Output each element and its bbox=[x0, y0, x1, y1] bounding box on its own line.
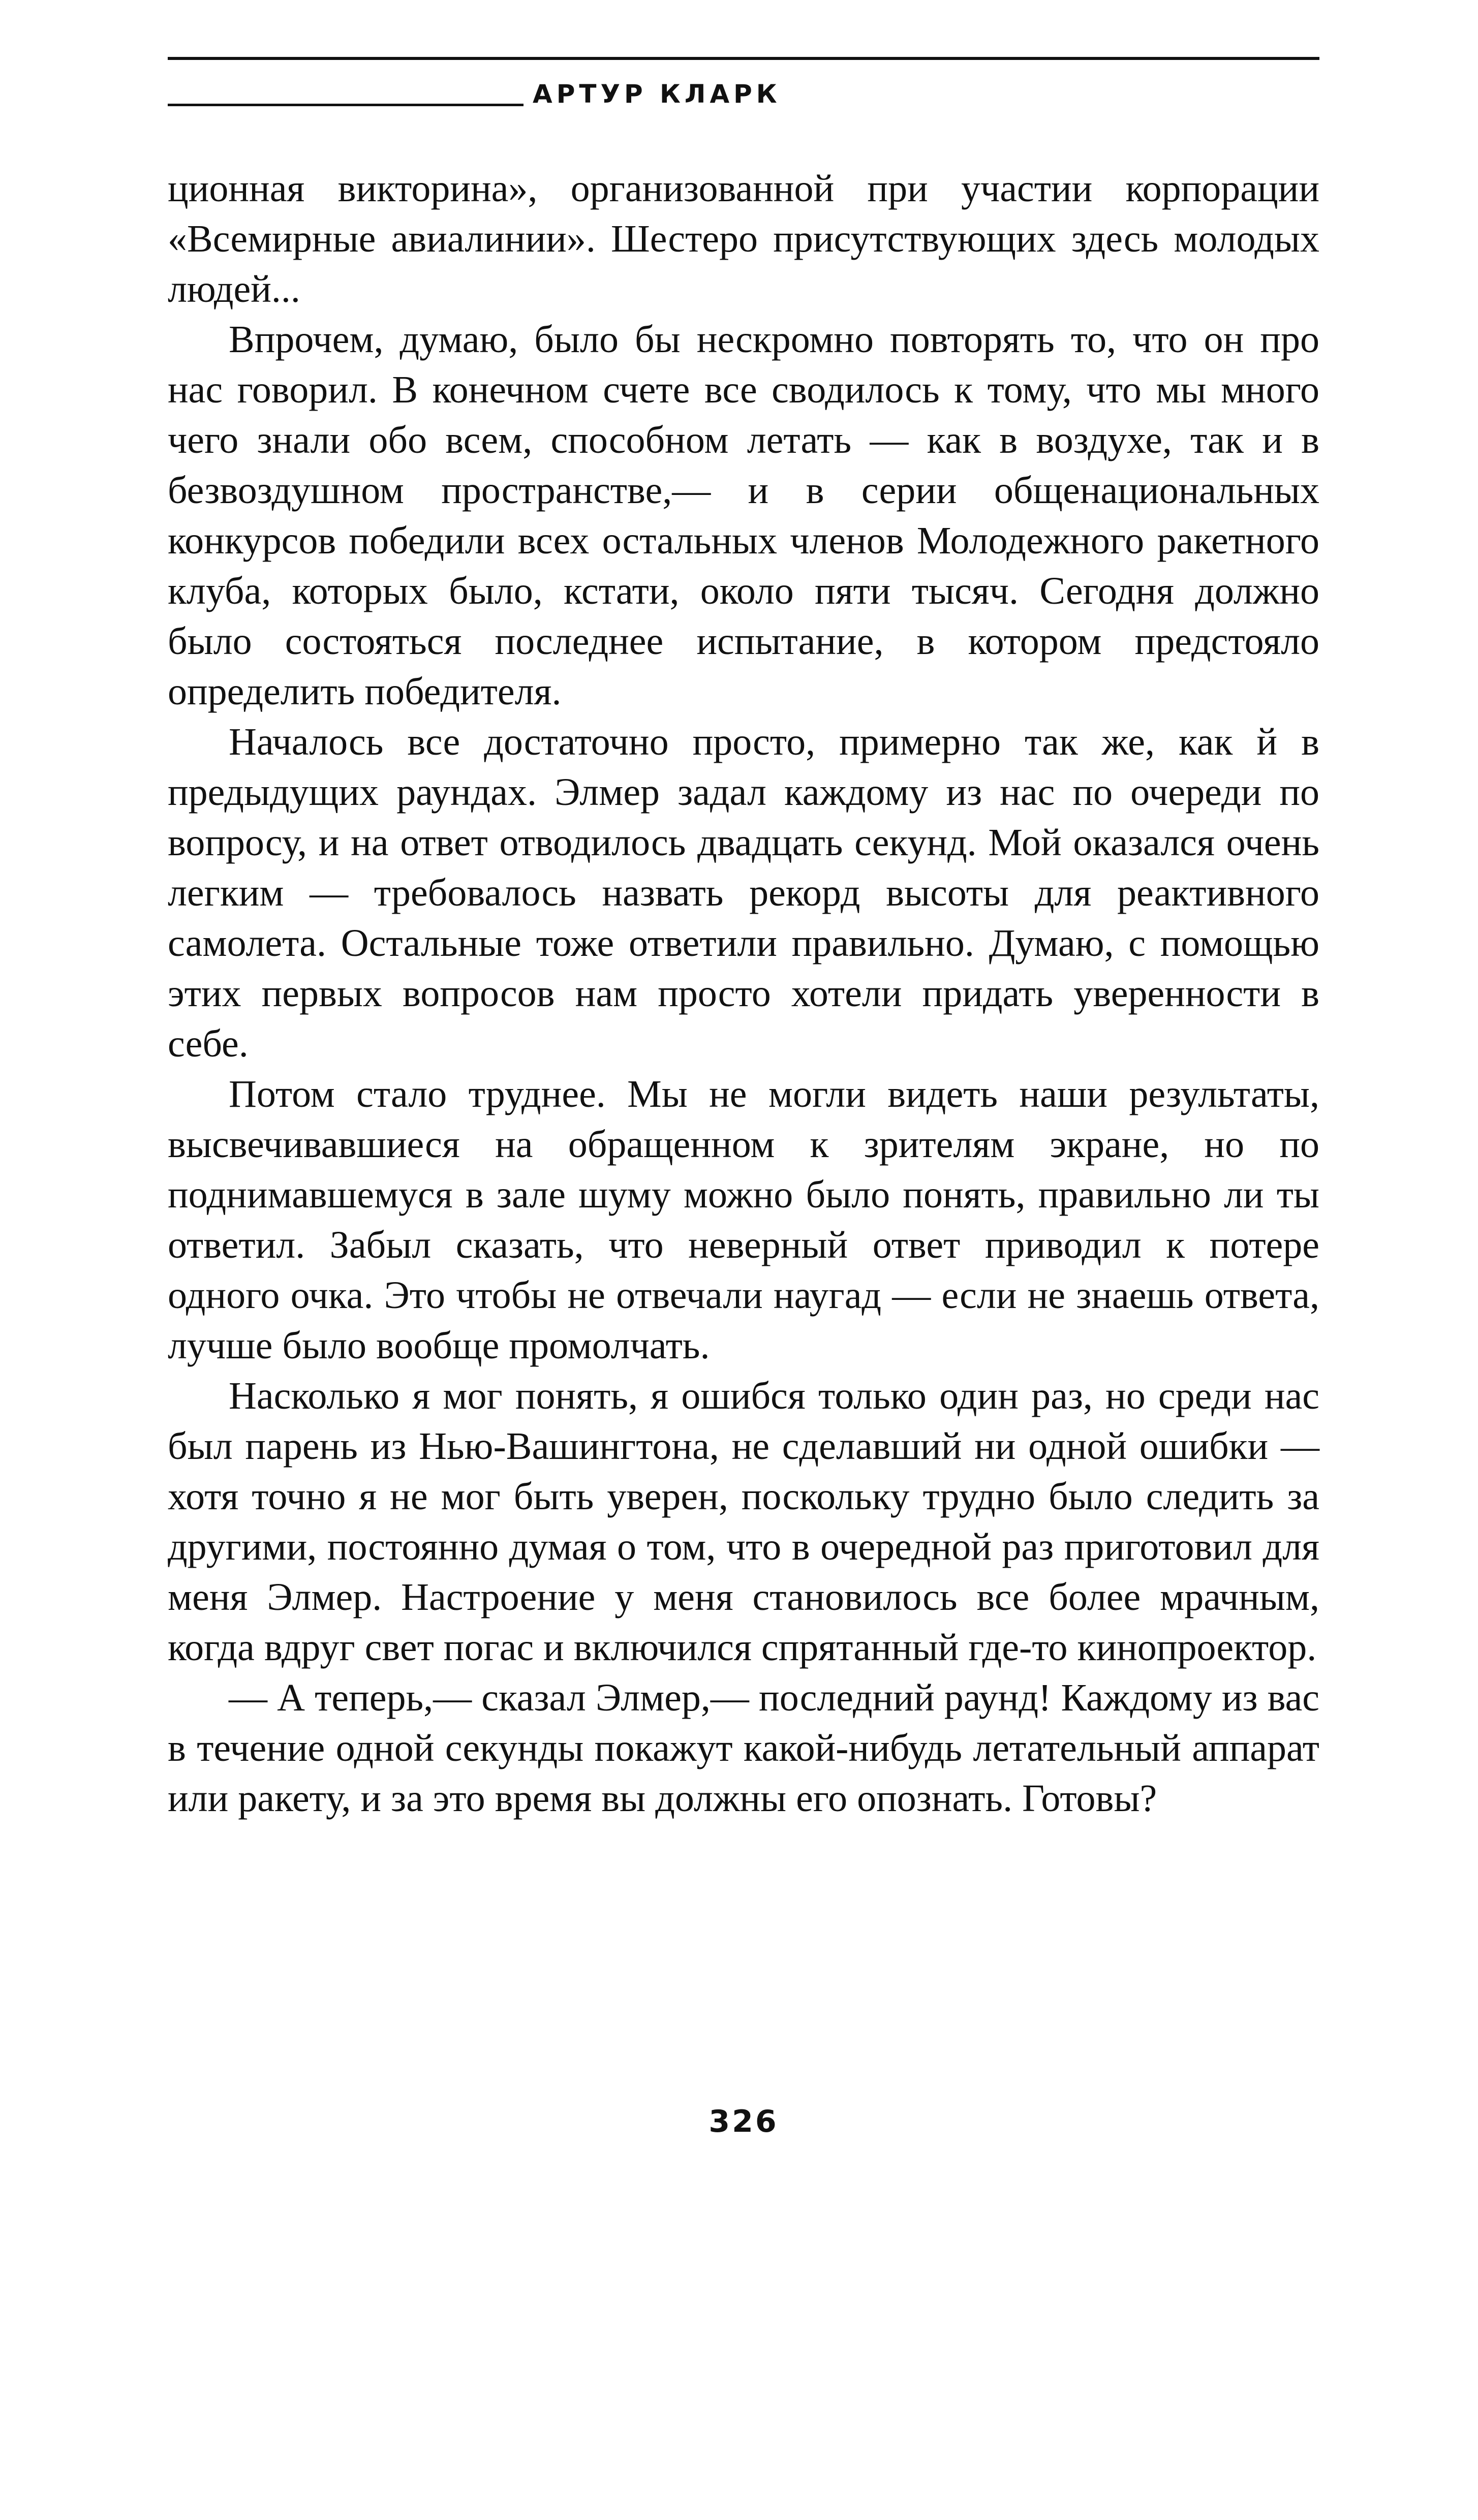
paragraph: Потом стало труднее. Мы не могли видеть наши результаты, высвечивавшиеся на обращенном к зрителям экране, но по поднимавшемуся в зале шуму можно было понять, правильно ли ты ответил. Забыл сказать, что неверный ответ приводил к потере одного очка. Это чтобы не отвечали наугад — если не знаешь ответа, лучше было вообще промолчать. bbox=[168, 1073, 1319, 1367]
page-header bbox=[168, 57, 1319, 114]
page-number: 326 bbox=[709, 2104, 779, 2139]
paragraph: Впрочем, думаю, было бы нескромно повторять то, что он про нас говорил. В конечном счете все сводилось к тому, что мы много чего знали обо всем, способном летать — как в воздухе, так и в безвоздушном пространстве,— и в серии общенациональных конкурсов победили всех остальных членов Молодежного ракетного клуба, которых было, кстати, около пяти тысяч. Сегодня должно было состояться последнее испытание, в котором предстояло определить победителя. bbox=[168, 318, 1319, 713]
paragraph: Насколько я мог понять, я ошибся только один раз, но среди нас был парень из Нью-Вашингтона, не сделавший ни одной ошибки — хотя точно я не мог быть уверен, поскольку трудно было следить за другими, постоянно думая о том, что в очередной раз приготовил для меня Элмер. Настроение у меня становилось все более мрачным, когда вдруг свет погас и включился спрятанный где-то кинопроектор. bbox=[168, 1375, 1319, 1669]
paragraph-continued: ционная викторина», организованной при участии корпорации «Всемирные авиалинии». Шестеро присутствующих здесь молодых людей... bbox=[168, 167, 1319, 310]
paragraph: — А теперь,— сказал Элмер,— последний раунд! Каждому из вас в течение одной секунды покажут какой-нибудь летательный аппарат или ракету, и за это время вы должны его опознать. Готовы? bbox=[168, 1676, 1319, 1820]
header-rule-top bbox=[168, 57, 1319, 60]
paragraph: Началось все достаточно просто, примерно так же, как й в предыдущих раундах. Элмер задал каждому из нас по очереди по вопросу, и на ответ отводилось двадцать секунд. Мой оказался очень легким — требовалось назвать рекорд высоты для реактивного самолета. Остальные тоже ответили правильно. Думаю, с помощью этих первых вопросов нам просто хотели придать уверенности в себе. bbox=[168, 721, 1319, 1065]
header-rule-left bbox=[168, 104, 524, 106]
running-head: АРТУР КЛАРК bbox=[533, 79, 781, 109]
body-text bbox=[168, 164, 1319, 1824]
book-page bbox=[168, 57, 1319, 2139]
